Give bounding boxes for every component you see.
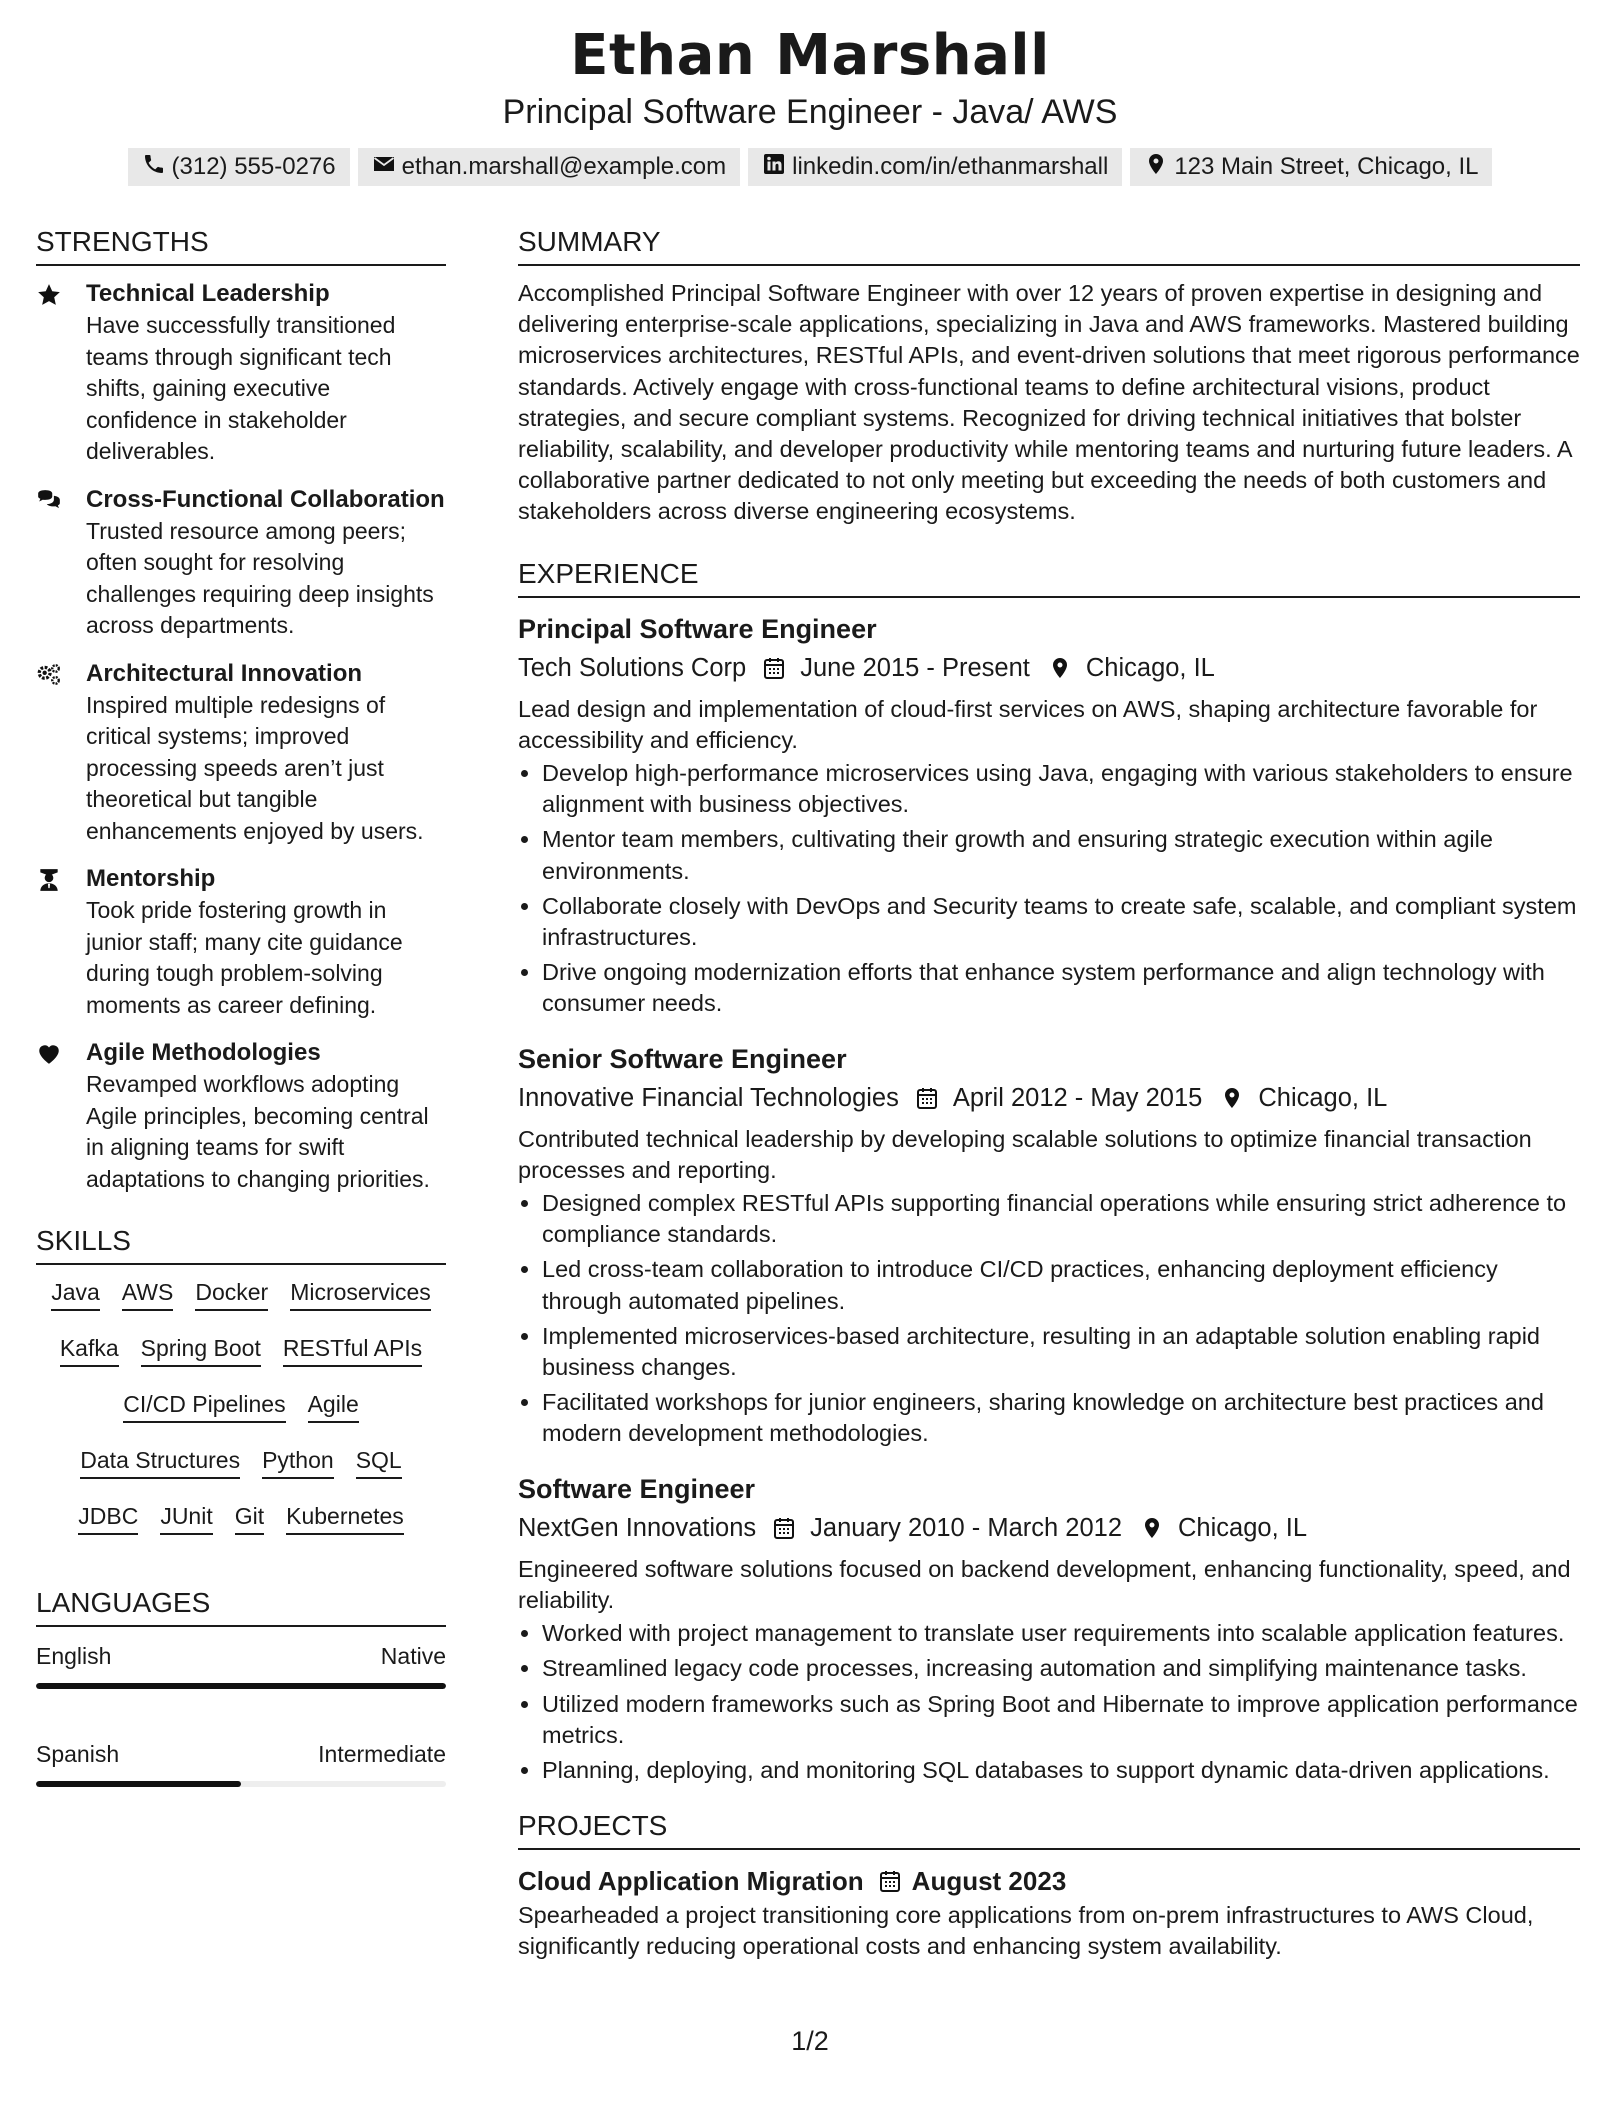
phone-icon [142,152,166,183]
envelope-icon [372,152,396,183]
map-pin-icon [1048,656,1072,680]
job-entry [518,1470,1580,1786]
job-entry [518,1040,1580,1450]
skills-row [36,1277,446,1311]
job-location: Chicago, IL [1085,653,1215,682]
star-icon [36,278,86,468]
project-date: August 2023 [911,1866,1067,1897]
language-name: Spanish [36,1741,120,1767]
map-pin-icon [1140,1516,1164,1540]
calendar-icon [762,656,786,680]
graduate-icon [36,863,86,1021]
job-description: Lead design and implementation of cloud-first services on AWS, shaping architecture favorable for accessibility and efficiency. [518,695,1538,753]
languages-heading: LANGUAGES [36,1583,446,1627]
experience-heading: EXPERIENCE [518,554,1580,598]
job-bullets [518,1188,1580,1450]
skills-row [36,1389,446,1423]
language-proficiency-bar [36,1683,446,1689]
job-bullet: • Designed complex RESTful APIs supporting financial operations while ensuring strict adherence to compliance standards. [542,1188,1580,1250]
job-bullet: • Mentor team members, cultivating their growth and ensuring strategic execution within agile environments. [542,824,1580,886]
skill-tag: Kubernetes [286,1501,404,1535]
strength-desc: Revamped workflows adopting Agile principles, becoming central in aligning teams for swift adaptations to changing priorities. [86,1071,430,1192]
job-meta [518,1508,1580,1548]
right-column [518,222,1580,1963]
map-pin-icon [1220,1086,1244,1110]
gears-icon [36,658,86,848]
project-description: Spearheaded a project transitioning core applications from on-prem infrastructures to AWS Cloud, significantly reducing operational costs and enhancing system availability. [518,1902,1534,1960]
skill-tag: AWS [122,1277,174,1311]
project-title: Cloud Application Migration [518,1866,864,1897]
left-column [36,222,446,1837]
language-proficiency-bar [36,1781,446,1787]
contact-linkedin[interactable] [748,148,1122,186]
company-name: Innovative Financial Technologies [518,1083,899,1112]
job-title: Principal Software Engineer - Java/ AWS [502,93,1118,131]
skill-tag: JDBC [78,1501,138,1535]
company-name: NextGen Innovations [518,1513,757,1542]
job-bullet: • Implemented microservices-based architecture, resulting in an adaptable solution enabling rapid business changes. [542,1321,1580,1383]
language-level: Native [380,1643,446,1669]
skill-tag: Agile [308,1389,359,1423]
language-proficiency-fill [36,1683,446,1689]
projects-heading: PROJECTS [518,1806,1580,1850]
job-location: Chicago, IL [1178,1513,1308,1542]
strength-item [36,1037,446,1195]
strength-title: Technical Leadership [86,280,330,307]
contact-linkedin-text: linkedin.com/in/ethanmarshall [792,153,1109,180]
contact-bar [0,148,1620,186]
language-proficiency-fill [36,1781,241,1787]
job-entry-title: Principal Software Engineer [518,613,877,644]
job-entry [518,610,1580,1020]
skill-tag: RESTful APIs [283,1333,422,1367]
job-bullet: • Planning, deploying, and monitoring SQL databases to support dynamic data-driven applications. [542,1755,1580,1786]
candidate-name: Ethan Marshall [570,23,1050,88]
strength-desc: Have successfully transitioned teams through significant tech shifts, gaining executive confidence in stakeholder deliverables. [86,312,396,464]
contact-phone-text: (312) 555-0276 [171,153,336,180]
strength-title: Cross-Functional Collaboration [86,485,445,513]
skill-tag: Microservices [290,1277,431,1311]
job-description: Engineered software solutions focused on backend development, enhancing functionality, speed, and reliability. [518,1555,1571,1613]
contact-address-text: 123 Main Street, Chicago, IL [1174,153,1479,180]
job-bullets [518,758,1580,1020]
skill-tag: Python [262,1445,334,1479]
skill-tag: Kafka [60,1333,119,1367]
contact-email[interactable] [358,148,741,186]
calendar-icon [772,1516,796,1540]
skill-tag: CI/CD Pipelines [123,1389,285,1423]
summary-text: Accomplished Principal Software Engineer with over 12 years of proven expertise in designing and delivering enterprise-scale applications, specializing in Java and AWS frameworks. Mastered building microservices architectures, RESTful APIs, and event-driven solutions that meet rigorous performance standards. Actively engage with cross-functional teams to define architectural visions, product strategies, and secure compliant systems. Recognized for driving technical initiatives that bolster reliability, scalability, and developer productivity while mentoring teams and nurturing future leaders. A collaborative partner dedicated to not only meeting but exceeding the needs of both customers and stakeholders across diverse engineering ecosystems. [518,280,1580,525]
strength-item [36,484,446,642]
strength-item [36,278,446,468]
contact-address [1130,148,1492,186]
job-bullets [518,1618,1580,1786]
skill-tag: Docker [195,1277,268,1311]
languages-list [36,1641,446,1787]
language-level: Intermediate [318,1741,446,1767]
skill-tag: SQL [356,1445,402,1479]
language-name: English [36,1643,112,1669]
job-meta [518,1078,1580,1118]
job-dates: April 2012 - May 2015 [952,1083,1203,1112]
contact-phone[interactable] [128,148,350,186]
job-bullet: • Collaborate closely with DevOps and Security teams to create safe, scalable, and compliant system infrastructures. [542,891,1580,953]
job-bullet: • Utilized modern frameworks such as Spring Boot and Hibernate to improve application performance metrics. [542,1689,1580,1751]
job-entry-title: Software Engineer [518,1473,756,1504]
job-dates: January 2010 - March 2012 [810,1513,1123,1542]
strength-desc: Took pride fostering growth in junior staff; many cite guidance during tough problem-solving moments as career defining. [86,897,403,1018]
skill-tag: JUnit [160,1501,212,1535]
job-bullet: • Develop high-performance microservices using Java, engaging with various stakeholders to ensure alignment with business objectives. [542,758,1580,820]
strength-title: Architectural Innovation [86,659,363,687]
calendar-icon [915,1086,939,1110]
job-meta [518,648,1580,688]
job-location: Chicago, IL [1258,1083,1388,1112]
job-bullet: • Facilitated workshops for junior engineers, sharing knowledge on architecture best practices and modern development methodologies. [542,1387,1580,1449]
skills-heading: SKILLS [36,1221,446,1265]
job-description: Contributed technical leadership by developing scalable solutions to optimize financial transaction processes and reporting. [518,1125,1532,1183]
job-bullet: • Streamlined legacy code processes, increasing automation and simplifying maintenance tasks. [542,1653,1580,1684]
strength-item [36,658,446,848]
contact-email-text: ethan.marshall@example.com [401,153,727,180]
language-item [36,1739,446,1787]
heart-icon [36,1037,86,1195]
summary-heading: SUMMARY [518,222,1580,266]
job-bullet: • Drive ongoing modernization efforts that enhance system performance and align technology with consumer needs. [542,957,1580,1019]
linkedin-icon [762,152,786,183]
skill-tag: Git [235,1501,264,1535]
skill-tag: Data Structures [80,1445,240,1479]
skill-tag: Java [51,1277,100,1311]
strength-desc: Inspired multiple redesigns of critical systems; improved processing speeds aren’t just theoretical but tangible enhancements enjoyed by users. [86,691,424,844]
comments-icon [36,484,86,642]
map-pin-icon [1144,152,1168,183]
skills-row [36,1445,446,1479]
company-name: Tech Solutions Corp [518,653,747,682]
strength-title: Mentorship [86,865,216,892]
skills-row [36,1501,446,1535]
strengths-heading: STRENGTHS [36,222,446,266]
job-dates: June 2015 - Present [800,653,1030,682]
page-number: 1/2 [791,2026,829,2056]
skill-tag: Spring Boot [141,1333,261,1367]
strength-item [36,863,446,1021]
job-bullet: • Worked with project management to translate user requirements into scalable application features. [542,1618,1580,1649]
job-bullet: • Led cross-team collaboration to introduce CI/CD practices, enhancing deployment efficiency through automated pipelines. [542,1254,1580,1316]
strength-title: Agile Methodologies [86,1039,321,1066]
resume-header [0,22,1620,186]
skills-list [36,1277,446,1535]
language-item [36,1641,446,1689]
job-entry-title: Senior Software Engineer [518,1043,847,1074]
skills-row [36,1333,446,1367]
calendar-icon [878,1869,902,1893]
project-entry [518,1862,1580,1962]
project-title-row [518,1862,1580,1900]
strength-desc: Trusted resource among peers; often sought for resolving challenges requiring deep insights across departments. [86,517,434,638]
